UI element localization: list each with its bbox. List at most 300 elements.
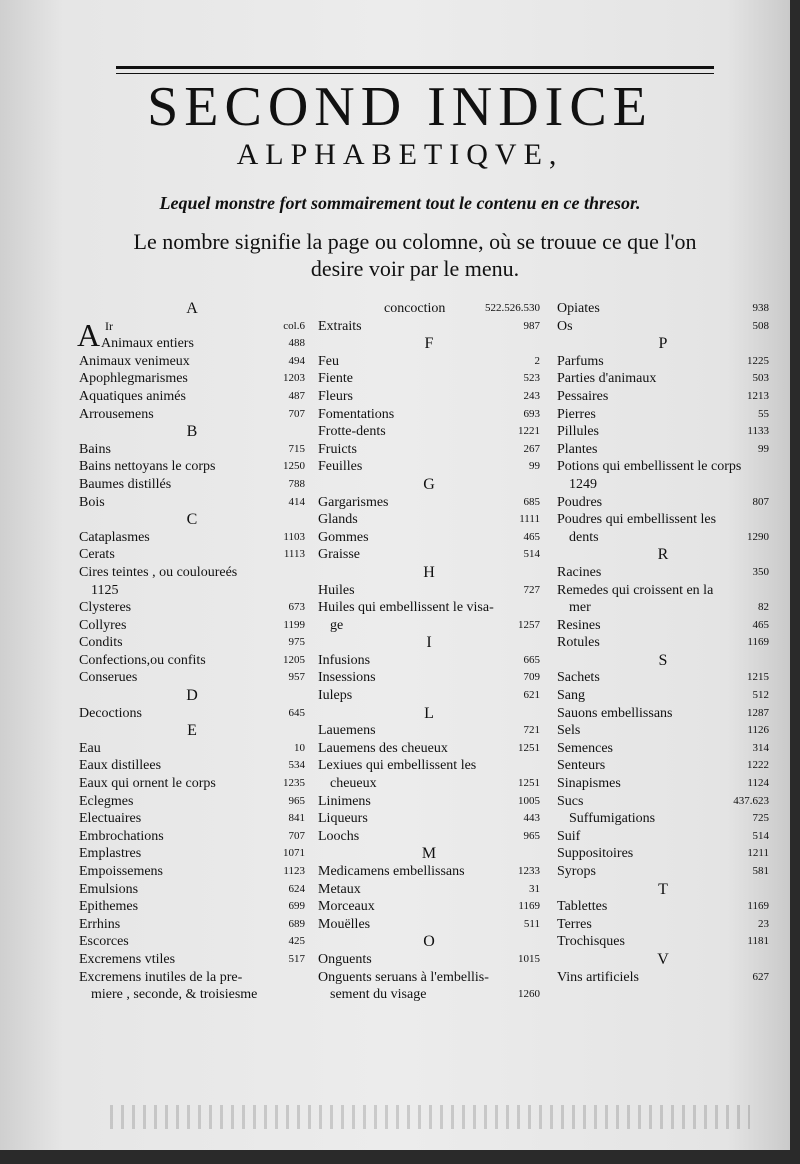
entry-term: Fleurs bbox=[318, 388, 353, 404]
entry-page-number: 1111 bbox=[519, 513, 540, 526]
entry-term: dents bbox=[569, 529, 599, 545]
entry-page-number: 1199 bbox=[283, 618, 305, 631]
entry-page-number: 707 bbox=[288, 829, 305, 842]
entry-page-number: 707 bbox=[288, 407, 305, 420]
entry-page-number: 350 bbox=[752, 565, 769, 578]
entry-term: Poudres bbox=[557, 494, 603, 510]
entry-term: Bains nettoyans le corps bbox=[79, 459, 216, 475]
entry-page-number: 522.526.530 bbox=[485, 302, 540, 314]
entry-page-number: 807 bbox=[752, 495, 769, 508]
index-entry bbox=[557, 722, 769, 740]
entry-page-number: 627 bbox=[752, 970, 769, 983]
entry-term: Feu bbox=[318, 353, 339, 369]
index-entry bbox=[318, 318, 540, 336]
description-line: Lequel monstre fort sommairement tout le contenu en ce thresor. bbox=[159, 193, 641, 213]
letter-heading: H bbox=[423, 563, 435, 581]
index-entry-continuation bbox=[557, 476, 769, 494]
index-entry bbox=[318, 810, 540, 828]
entry-page-number: 512 bbox=[752, 689, 769, 702]
index-entry bbox=[79, 951, 305, 969]
entry-term: Bois bbox=[79, 494, 105, 510]
entry-term: Aquatiques animés bbox=[79, 388, 186, 404]
entry-term: Resines bbox=[557, 617, 601, 633]
entry-page-number: 725 bbox=[752, 812, 769, 825]
entry-page-number: 414 bbox=[288, 495, 305, 508]
entry-term: Pessaires bbox=[557, 388, 609, 404]
entry-page-number: 699 bbox=[288, 900, 305, 913]
entry-page-number: col.6 bbox=[283, 319, 305, 332]
index-entry bbox=[79, 353, 305, 371]
entry-term: Suif bbox=[557, 828, 581, 844]
entry-term: Huiles qui embellissent le visa- bbox=[318, 600, 494, 616]
entry-term: Bains bbox=[79, 441, 111, 457]
entry-term: 1125 bbox=[91, 582, 119, 598]
index-entry bbox=[557, 687, 769, 705]
entry-term: Cataplasmes bbox=[79, 529, 150, 545]
index-entry bbox=[557, 494, 769, 512]
entry-page-number: 685 bbox=[523, 495, 540, 508]
index-entry-continuation bbox=[79, 986, 305, 1004]
entry-term: Sinapismes bbox=[557, 776, 621, 792]
entry-page-number: 1251 bbox=[518, 777, 540, 790]
top-rule bbox=[116, 66, 714, 69]
entry-page-number: 624 bbox=[288, 882, 305, 895]
entry-term: Pierres bbox=[557, 406, 596, 422]
index-entry bbox=[79, 757, 305, 775]
index-entry bbox=[318, 828, 540, 846]
letter-heading: C bbox=[186, 511, 198, 529]
index-entry bbox=[79, 335, 305, 353]
entry-term: Fiente bbox=[318, 371, 353, 387]
entry-term: Onguents bbox=[318, 951, 372, 967]
entry-page-number: 2 bbox=[534, 354, 540, 367]
index-entry bbox=[557, 828, 769, 846]
entry-term: miere , seconde, & troisiesme bbox=[91, 987, 258, 1003]
entry-term: Parfums bbox=[557, 353, 604, 369]
entry-term: Sels bbox=[557, 723, 581, 739]
entry-page-number: 1257 bbox=[518, 618, 540, 631]
entry-page-number: 1215 bbox=[747, 671, 769, 684]
entry-page-number: 82 bbox=[758, 601, 769, 614]
entry-page-number: 503 bbox=[752, 372, 769, 385]
index-entry bbox=[318, 863, 540, 881]
entry-page-number: 689 bbox=[288, 917, 305, 930]
entry-page-number: 1222 bbox=[747, 759, 769, 772]
entry-term: Animaux entiers bbox=[101, 336, 194, 352]
entry-page-number: 1251 bbox=[518, 741, 540, 754]
entry-page-number: 841 bbox=[288, 812, 305, 825]
entry-page-number: 465 bbox=[523, 530, 540, 543]
entry-page-number: 465 bbox=[752, 618, 769, 631]
index-entry-continuation bbox=[557, 810, 769, 828]
letter-heading: P bbox=[658, 335, 668, 353]
index-entry bbox=[79, 529, 305, 547]
index-entry bbox=[79, 617, 305, 635]
entry-term: sement du visage bbox=[330, 987, 427, 1003]
entry-term: Parties d'animaux bbox=[557, 371, 657, 387]
entry-term: Iuleps bbox=[318, 688, 353, 704]
entry-page-number: 494 bbox=[288, 354, 305, 367]
index-column-3 bbox=[557, 300, 769, 986]
entry-term: Electuaires bbox=[79, 811, 142, 827]
entry-term: Os bbox=[557, 318, 573, 334]
index-entry bbox=[79, 881, 305, 899]
index-entry bbox=[318, 599, 540, 617]
entry-page-number: 1211 bbox=[747, 847, 769, 860]
entry-page-number: 1260 bbox=[518, 988, 540, 1001]
index-entry bbox=[318, 687, 540, 705]
index-entry bbox=[557, 388, 769, 406]
number-note-line-1: Le nombre signifie la page ou colomne, où se trouue ce que l'on bbox=[133, 229, 697, 254]
entry-page-number: 645 bbox=[288, 706, 305, 719]
entry-term: Rotules bbox=[557, 635, 600, 651]
index-entry bbox=[557, 353, 769, 371]
entry-page-number: 523 bbox=[523, 372, 540, 385]
entry-page-number: 1181 bbox=[747, 935, 769, 948]
entry-page-number: 957 bbox=[288, 671, 305, 684]
entry-term: Errhins bbox=[79, 916, 121, 932]
index-entry bbox=[318, 353, 540, 371]
page-subtitle: ALPHABETIQVE, bbox=[236, 138, 564, 171]
index-entry bbox=[318, 529, 540, 547]
entry-page-number: 693 bbox=[523, 407, 540, 420]
number-note bbox=[110, 228, 720, 282]
index-entry bbox=[557, 406, 769, 424]
entry-term: Lauemens bbox=[318, 723, 376, 739]
index-entry bbox=[79, 406, 305, 424]
index-entry bbox=[557, 775, 769, 793]
index-entry bbox=[318, 951, 540, 969]
index-entry bbox=[557, 423, 769, 441]
entry-term: Sucs bbox=[557, 793, 584, 809]
entry-page-number: 99 bbox=[529, 460, 540, 473]
entry-term: mer bbox=[569, 600, 591, 616]
letter-heading: G bbox=[423, 475, 435, 493]
entry-term: Poudres qui embellissent les bbox=[557, 512, 717, 528]
entry-term: cheueux bbox=[330, 776, 377, 792]
index-entry bbox=[557, 705, 769, 723]
index-entry bbox=[79, 898, 305, 916]
entry-page-number: 621 bbox=[523, 689, 540, 702]
entry-term: Fruicts bbox=[318, 441, 357, 457]
entry-term: Ir bbox=[105, 318, 113, 333]
index-entry bbox=[79, 669, 305, 687]
index-entry bbox=[318, 388, 540, 406]
page-bottom-smudges bbox=[110, 1105, 750, 1129]
entry-term: Remedes qui croissent en la bbox=[557, 582, 714, 598]
entry-term: Huiles bbox=[318, 582, 355, 598]
entry-page-number: 437.623 bbox=[733, 794, 769, 807]
index-entry bbox=[318, 406, 540, 424]
index-entry bbox=[557, 969, 769, 987]
entry-term: Infusions bbox=[318, 652, 371, 668]
entry-page-number: 673 bbox=[288, 601, 305, 614]
index-entry bbox=[557, 564, 769, 582]
entry-page-number: 1133 bbox=[747, 425, 769, 438]
entry-term: Cerats bbox=[79, 547, 115, 563]
index-entry bbox=[79, 845, 305, 863]
entry-term: Glands bbox=[318, 512, 358, 528]
entry-page-number: 425 bbox=[288, 935, 305, 948]
index-entry-continuation bbox=[557, 599, 769, 617]
entry-page-number: 965 bbox=[288, 794, 305, 807]
index-entry bbox=[557, 757, 769, 775]
entry-term: Vins artificiels bbox=[557, 969, 639, 985]
entry-page-number: 1235 bbox=[283, 777, 305, 790]
index-entry bbox=[79, 863, 305, 881]
entry-term: Lexiues qui embellissent les bbox=[318, 758, 477, 774]
entry-term: Clysteres bbox=[79, 600, 132, 616]
entry-page-number: 314 bbox=[752, 741, 769, 754]
index-column-1 bbox=[79, 300, 305, 1004]
entry-page-number: 1123 bbox=[283, 865, 305, 877]
entry-page-number: 243 bbox=[523, 389, 540, 402]
index-entry bbox=[79, 494, 305, 512]
entry-term: Terres bbox=[557, 916, 592, 932]
entry-page-number: 1290 bbox=[747, 530, 769, 543]
letter-heading: D bbox=[186, 687, 198, 705]
entry-page-number: 727 bbox=[523, 583, 540, 596]
letter-heading: B bbox=[186, 423, 198, 441]
entry-term: Cires teintes , ou couloureés bbox=[79, 564, 238, 580]
entry-page-number: 487 bbox=[288, 389, 305, 402]
entry-page-number: 1071 bbox=[283, 847, 305, 860]
entry-term: Plantes bbox=[557, 441, 598, 457]
entry-term: Epithemes bbox=[79, 899, 139, 915]
entry-term: Linimens bbox=[318, 793, 371, 809]
number-note-line-2: desire voir par le menu. bbox=[310, 256, 520, 281]
entry-page-number: 1126 bbox=[747, 724, 769, 737]
entry-term: Loochs bbox=[318, 828, 360, 844]
letter-heading: O bbox=[423, 933, 435, 951]
entry-term: Racines bbox=[557, 564, 602, 580]
page-title: SECOND INDICE bbox=[147, 76, 653, 138]
entry-page-number: 514 bbox=[523, 548, 540, 561]
index-entry-continuation bbox=[318, 775, 540, 793]
entry-term: Pillules bbox=[557, 424, 600, 440]
index-entry bbox=[79, 441, 305, 459]
index-entry bbox=[79, 705, 305, 723]
entry-term: Mouëlles bbox=[318, 916, 371, 932]
index-entry bbox=[79, 599, 305, 617]
entry-term: Tablettes bbox=[557, 899, 608, 915]
entry-page-number: 508 bbox=[752, 319, 769, 332]
entry-term: Metaux bbox=[318, 881, 361, 897]
index-entry bbox=[318, 582, 540, 600]
entry-term: Arrousemens bbox=[79, 406, 154, 422]
entry-term: Escorces bbox=[79, 934, 129, 950]
entry-term: Gommes bbox=[318, 529, 369, 545]
top-rule-thin bbox=[116, 73, 714, 74]
index-entry bbox=[557, 617, 769, 635]
entry-term: Decoctions bbox=[79, 705, 142, 721]
entry-page-number: 709 bbox=[523, 671, 540, 684]
entry-page-number: 1005 bbox=[518, 794, 540, 807]
entry-page-number: 99 bbox=[758, 442, 769, 455]
entry-page-number: 23 bbox=[758, 917, 769, 930]
entry-page-number: 1213 bbox=[747, 389, 769, 402]
index-entry bbox=[557, 740, 769, 758]
entry-page-number: 788 bbox=[288, 477, 305, 490]
entry-page-number: 987 bbox=[523, 319, 540, 332]
index-entry bbox=[318, 652, 540, 670]
index-entry bbox=[557, 458, 769, 476]
index-column-2 bbox=[318, 300, 540, 1004]
index-entry bbox=[318, 916, 540, 934]
entry-page-number: 1221 bbox=[518, 425, 540, 438]
index-entry bbox=[79, 564, 305, 582]
entry-page-number: 965 bbox=[523, 829, 540, 842]
index-entry bbox=[79, 969, 305, 987]
entry-term: Collyres bbox=[79, 617, 127, 633]
letter-heading: I bbox=[426, 634, 432, 652]
entry-term: Emplastres bbox=[79, 846, 142, 862]
index-entry bbox=[557, 582, 769, 600]
entry-term: Frotte-dents bbox=[318, 424, 386, 440]
entry-page-number: 1233 bbox=[518, 865, 540, 877]
entry-page-number: 31 bbox=[529, 882, 540, 895]
entry-term: Eclegmes bbox=[79, 793, 134, 809]
index-entry bbox=[79, 652, 305, 670]
index-entry bbox=[318, 969, 540, 987]
index-entry bbox=[318, 898, 540, 916]
index-entry bbox=[318, 740, 540, 758]
entry-term: Extraits bbox=[318, 318, 362, 334]
entry-page-number: 511 bbox=[523, 917, 540, 930]
entry-term: Baumes distillés bbox=[79, 476, 172, 492]
entry-page-number: 1103 bbox=[283, 530, 305, 543]
entry-page-number: 443 bbox=[523, 812, 540, 825]
entry-page-number: 514 bbox=[752, 829, 769, 842]
entry-term: Onguents seruans à l'embellis- bbox=[318, 969, 489, 985]
entry-term: Lauemens des cheueux bbox=[318, 740, 448, 756]
entry-page-number: 1169 bbox=[518, 900, 540, 913]
drop-capital: A bbox=[77, 316, 101, 353]
entry-term: Emulsions bbox=[79, 881, 139, 897]
index-entry bbox=[318, 722, 540, 740]
index-entry bbox=[79, 546, 305, 564]
entry-term: Gargarismes bbox=[318, 494, 389, 510]
index-entry bbox=[79, 775, 305, 793]
entry-page-number: 1169 bbox=[747, 900, 769, 913]
entry-page-number: 721 bbox=[523, 724, 540, 737]
letter-heading: L bbox=[424, 704, 434, 722]
letter-heading: S bbox=[658, 651, 668, 669]
entry-term: Fomentations bbox=[318, 406, 395, 422]
letter-heading: M bbox=[421, 845, 437, 863]
index-entry bbox=[557, 318, 769, 336]
index-entry bbox=[79, 634, 305, 652]
letter-heading: F bbox=[424, 335, 434, 353]
entry-term: ge bbox=[330, 617, 344, 633]
entry-term: 1249 bbox=[569, 476, 597, 492]
entry-term: Animaux venimeux bbox=[79, 353, 190, 369]
entry-page-number: 1015 bbox=[518, 952, 540, 965]
index-entry bbox=[557, 793, 769, 811]
entry-term: Suppositoires bbox=[557, 846, 634, 862]
index-entry bbox=[318, 881, 540, 899]
entry-page-number: 1113 bbox=[283, 548, 305, 561]
index-entry bbox=[557, 845, 769, 863]
index-entry bbox=[557, 863, 769, 881]
index-entry bbox=[318, 423, 540, 441]
entry-term: Eaux distillees bbox=[79, 758, 162, 774]
index-entry bbox=[318, 300, 540, 318]
entry-term: Empoissemens bbox=[79, 864, 163, 879]
entry-page-number: 1250 bbox=[283, 460, 305, 473]
letter-heading: T bbox=[658, 880, 668, 898]
index-entry bbox=[79, 476, 305, 494]
index-entry bbox=[557, 300, 769, 318]
entry-term: Excremens vtiles bbox=[79, 951, 176, 967]
entry-page-number: 488 bbox=[288, 337, 305, 350]
entry-page-number: 1225 bbox=[747, 354, 769, 367]
letter-heading: R bbox=[657, 546, 669, 564]
index-entry bbox=[318, 669, 540, 687]
index-entry bbox=[318, 757, 540, 775]
entry-term: Excremens inutiles de la pre- bbox=[79, 969, 243, 985]
entry-term: Insessions bbox=[318, 670, 376, 686]
index-entry-continuation bbox=[318, 617, 540, 635]
index-entry bbox=[79, 828, 305, 846]
entry-term: Potions qui embellissent le corps bbox=[557, 459, 742, 475]
entry-term: Condits bbox=[79, 635, 123, 651]
index-entry bbox=[79, 916, 305, 934]
entry-term: Sauons embellissans bbox=[557, 705, 673, 721]
entry-term: Graisse bbox=[318, 547, 360, 563]
entry-term: Suffumigations bbox=[569, 811, 656, 827]
entry-term: Opiates bbox=[557, 301, 600, 316]
entry-term: Conserues bbox=[79, 670, 138, 686]
index-entry bbox=[318, 370, 540, 388]
entry-term: Syrops bbox=[557, 864, 596, 879]
entry-term: Feuilles bbox=[318, 459, 363, 475]
entry-page-number: 975 bbox=[288, 636, 305, 649]
entry-term: Medicamens embellissans bbox=[318, 864, 465, 879]
entry-term: Sang bbox=[557, 688, 585, 704]
entry-page-number: 10 bbox=[294, 741, 305, 754]
index-entry-continuation bbox=[318, 986, 540, 1004]
entry-term: concoction bbox=[384, 301, 446, 316]
index-entry bbox=[79, 740, 305, 758]
entry-page-number: 517 bbox=[288, 952, 305, 965]
letter-heading: A bbox=[186, 300, 198, 317]
entry-page-number: 267 bbox=[523, 442, 540, 455]
index-entry bbox=[79, 933, 305, 951]
index-entry bbox=[557, 441, 769, 459]
index-entry-continuation bbox=[79, 582, 305, 600]
index-entry bbox=[557, 634, 769, 652]
entry-term: Senteurs bbox=[557, 758, 606, 774]
index-entry bbox=[79, 458, 305, 476]
entry-term: Sachets bbox=[557, 670, 600, 686]
index-entry bbox=[318, 458, 540, 476]
index-entry bbox=[79, 370, 305, 388]
entry-page-number: 1203 bbox=[283, 372, 305, 385]
entry-term: Apophlegmarismes bbox=[79, 371, 188, 387]
entry-page-number: 665 bbox=[523, 653, 540, 666]
index-entry bbox=[557, 916, 769, 934]
index-entry bbox=[318, 441, 540, 459]
index-entry bbox=[557, 933, 769, 951]
index-entry bbox=[557, 898, 769, 916]
index-entry bbox=[79, 810, 305, 828]
index-entry bbox=[79, 793, 305, 811]
entry-page-number: 938 bbox=[752, 302, 769, 314]
entry-page-number: 1169 bbox=[747, 636, 769, 649]
entry-term: Confections,ou confits bbox=[79, 652, 206, 668]
entry-page-number: 581 bbox=[752, 865, 769, 877]
